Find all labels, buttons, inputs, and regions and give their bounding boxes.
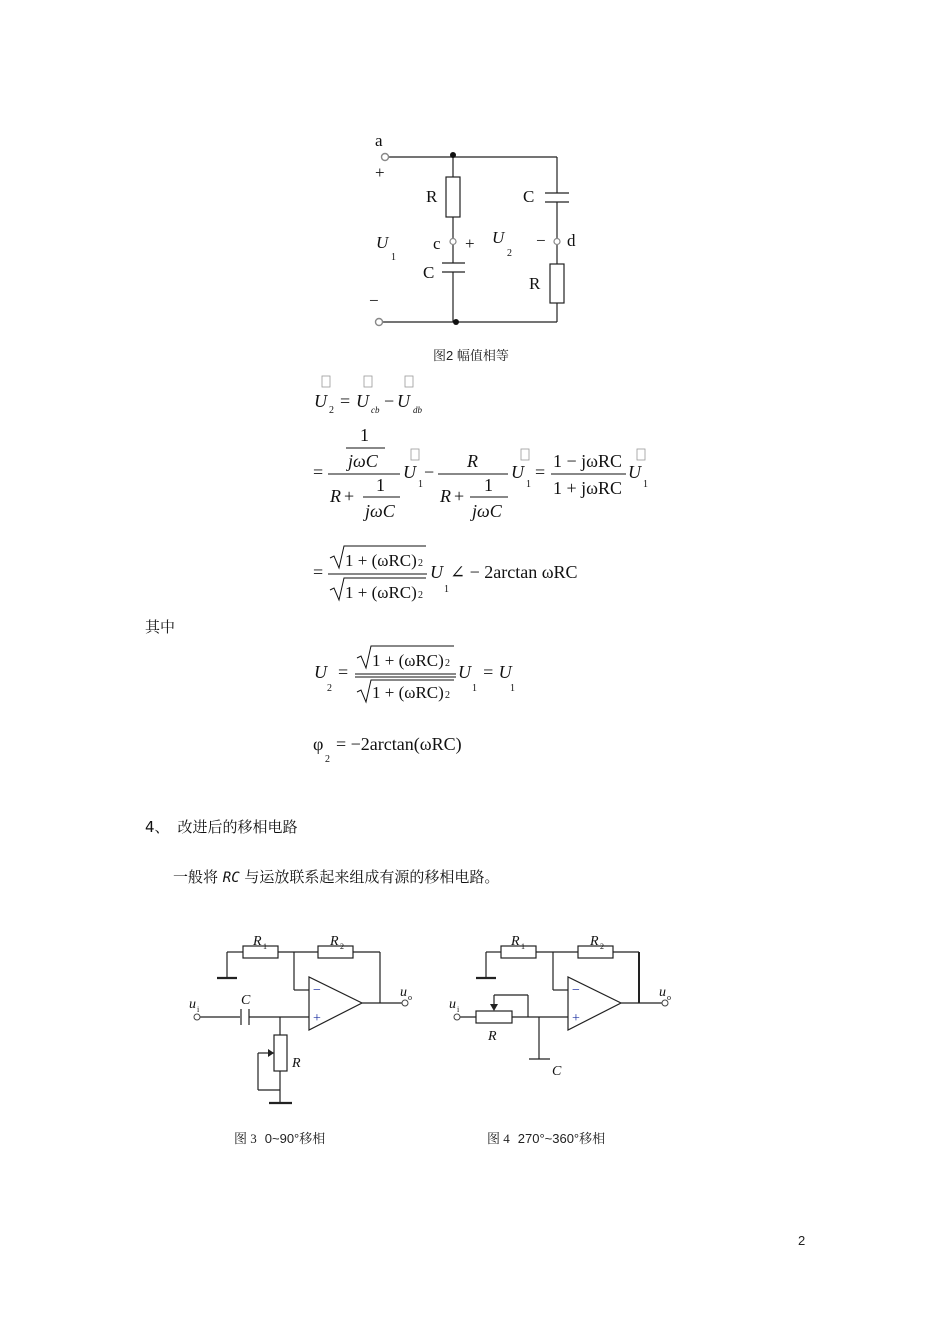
eq2-eq2: = (535, 462, 546, 482)
eq2-frac2-r: R (467, 451, 478, 471)
eq4-num: 1 + (ωRC) (372, 651, 444, 670)
eq4-den-sq: 2 (445, 690, 450, 701)
fig3-c: C (241, 993, 251, 1008)
fig3-minus: − (313, 983, 321, 998)
eq2-u1b: U (511, 462, 524, 482)
eq1-u: U (314, 391, 327, 411)
eq1-udb: U (397, 391, 410, 411)
eq3-u1-sub: 1 (444, 584, 449, 595)
label-r-left: R (426, 187, 438, 206)
label-u1-sub: 1 (391, 252, 396, 263)
fig4-uo-sub: o (667, 993, 671, 1002)
eq2-frac1-plus: + (344, 486, 355, 506)
fig3-uo-sub: o (408, 993, 412, 1002)
fig4-c: C (552, 1064, 562, 1079)
fig3-plus: + (313, 1011, 321, 1026)
eq4-sub2: 2 (327, 683, 332, 694)
eq2-frac2-rden: R (440, 486, 451, 506)
fig3-ui-sub: i (197, 1005, 200, 1014)
eq2-u1c: U (628, 462, 641, 482)
eq1-db: db (413, 405, 422, 415)
fig4-caption-text: 270°~360°移相 (517, 1131, 606, 1146)
label-minus-left: − (369, 291, 379, 310)
fig4-r1: R (511, 934, 520, 949)
section-4-title: 改进后的移相电路 (177, 818, 298, 836)
eq2-frac2-plus: + (454, 486, 465, 506)
eq2-u1c-sub: 1 (643, 479, 648, 490)
label-plus-mid: + (465, 234, 475, 253)
eq1-eq: = (340, 391, 351, 411)
eq5-rhs: = −2arctan(ωRC) (336, 734, 462, 754)
eq2-u1b-sub: 1 (526, 479, 531, 490)
eq2-eq: = (313, 462, 324, 482)
eq2-frac2-inner-jwc: jωC (472, 501, 502, 521)
eq1-cb: cb (371, 405, 380, 415)
eq5-phi: φ (313, 734, 324, 754)
qizhong-text: 其中 (145, 618, 176, 636)
eq3-den-sq: 2 (418, 590, 423, 601)
fig3-ui: u (189, 997, 196, 1012)
fig3-r2-sub: 2 (340, 942, 344, 951)
section-4-number: 4、 (145, 818, 170, 836)
fig4-r1-sub: 1 (521, 942, 525, 951)
eq5-sub2: 2 (325, 754, 330, 765)
fig4-r2: R (590, 934, 599, 949)
eq2-frac1-r: R (330, 486, 341, 506)
label-u1: U (376, 233, 389, 252)
eq2-frac3-num: 1 − jωRC (553, 451, 623, 471)
label-c-right: C (523, 187, 535, 206)
fig4-ui-sub: i (457, 1005, 460, 1014)
label-c-left: C (423, 263, 435, 282)
fig3-r: R (292, 1056, 301, 1071)
label-u2: U (492, 228, 505, 247)
eq2-u1a: U (403, 462, 416, 482)
para-prefix: 一般将 (173, 868, 223, 886)
fig4-minus: − (572, 983, 580, 998)
eq4-tail: = U (482, 662, 512, 682)
eq4-u: U (314, 662, 327, 682)
eq1-sub2: 2 (329, 405, 334, 416)
eq4-u1-sub: 1 (472, 683, 477, 694)
page-number: 2 (798, 1233, 806, 1248)
eq3-den: 1 + (ωRC) (345, 583, 417, 602)
eq3-num-sq: 2 (418, 558, 423, 569)
label-node-c: c (433, 234, 441, 253)
figure-4-caption (487, 1128, 605, 1147)
fig4-uo: u (659, 985, 666, 1000)
eq3-eq: = (313, 562, 324, 582)
eq2-frac2-inner-one: 1 (484, 475, 493, 495)
label-a: a (375, 131, 383, 150)
fig4-plus: + (572, 1011, 580, 1026)
eq2-u1a-sub: 1 (418, 479, 423, 490)
eq4-num-sq: 2 (445, 658, 450, 669)
para-rc: RC (222, 870, 240, 886)
eq2-frac1-inner-jwc: jωC (365, 501, 395, 521)
eq4-den: 1 + (ωRC) (372, 683, 444, 702)
fig4-r2-sub: 2 (600, 942, 604, 951)
eq3-u1: U (430, 562, 443, 582)
eq4-tail-sub: 1 (510, 683, 515, 694)
figure-2-caption: 图2 幅值相等 (433, 348, 509, 363)
label-r-right: R (529, 274, 541, 293)
fig3-r1-sub: 1 (263, 942, 267, 951)
eq2-frac1-jwc: jωC (348, 451, 378, 471)
eq2-minus: − (424, 462, 435, 482)
eq1-ucb: U (356, 391, 369, 411)
fig3-caption-num: 图 3 (234, 1131, 257, 1146)
fig3-caption-text: 0~90°移相 (264, 1131, 326, 1146)
eq2-frac1-inner-one: 1 (376, 475, 385, 495)
fig3-r1: R (253, 934, 262, 949)
fig3-r2: R (330, 934, 339, 949)
label-u2-sub: 2 (507, 248, 512, 259)
para-suffix: 与运放联系起来组成有源的移相电路。 (239, 868, 500, 886)
label-node-d: d (567, 231, 576, 250)
eq1-minus: − (384, 391, 395, 411)
eq4-u1: U (458, 662, 471, 682)
fig4-caption-num: 图 4 (487, 1131, 510, 1146)
eq3-num: 1 + (ωRC) (345, 551, 417, 570)
fig4-r: R (488, 1029, 497, 1044)
label-plus-left: + (375, 163, 385, 182)
eq3-angle: ∠ − 2arctan ωRC (450, 562, 578, 582)
eq2-frac3-den: 1 + jωRC (553, 478, 623, 498)
label-minus-right: − (536, 231, 546, 250)
eq2-frac1-one: 1 (360, 425, 369, 445)
fig3-uo: u (400, 985, 407, 1000)
eq4-eq: = (338, 662, 349, 682)
fig4-ui: u (449, 997, 456, 1012)
